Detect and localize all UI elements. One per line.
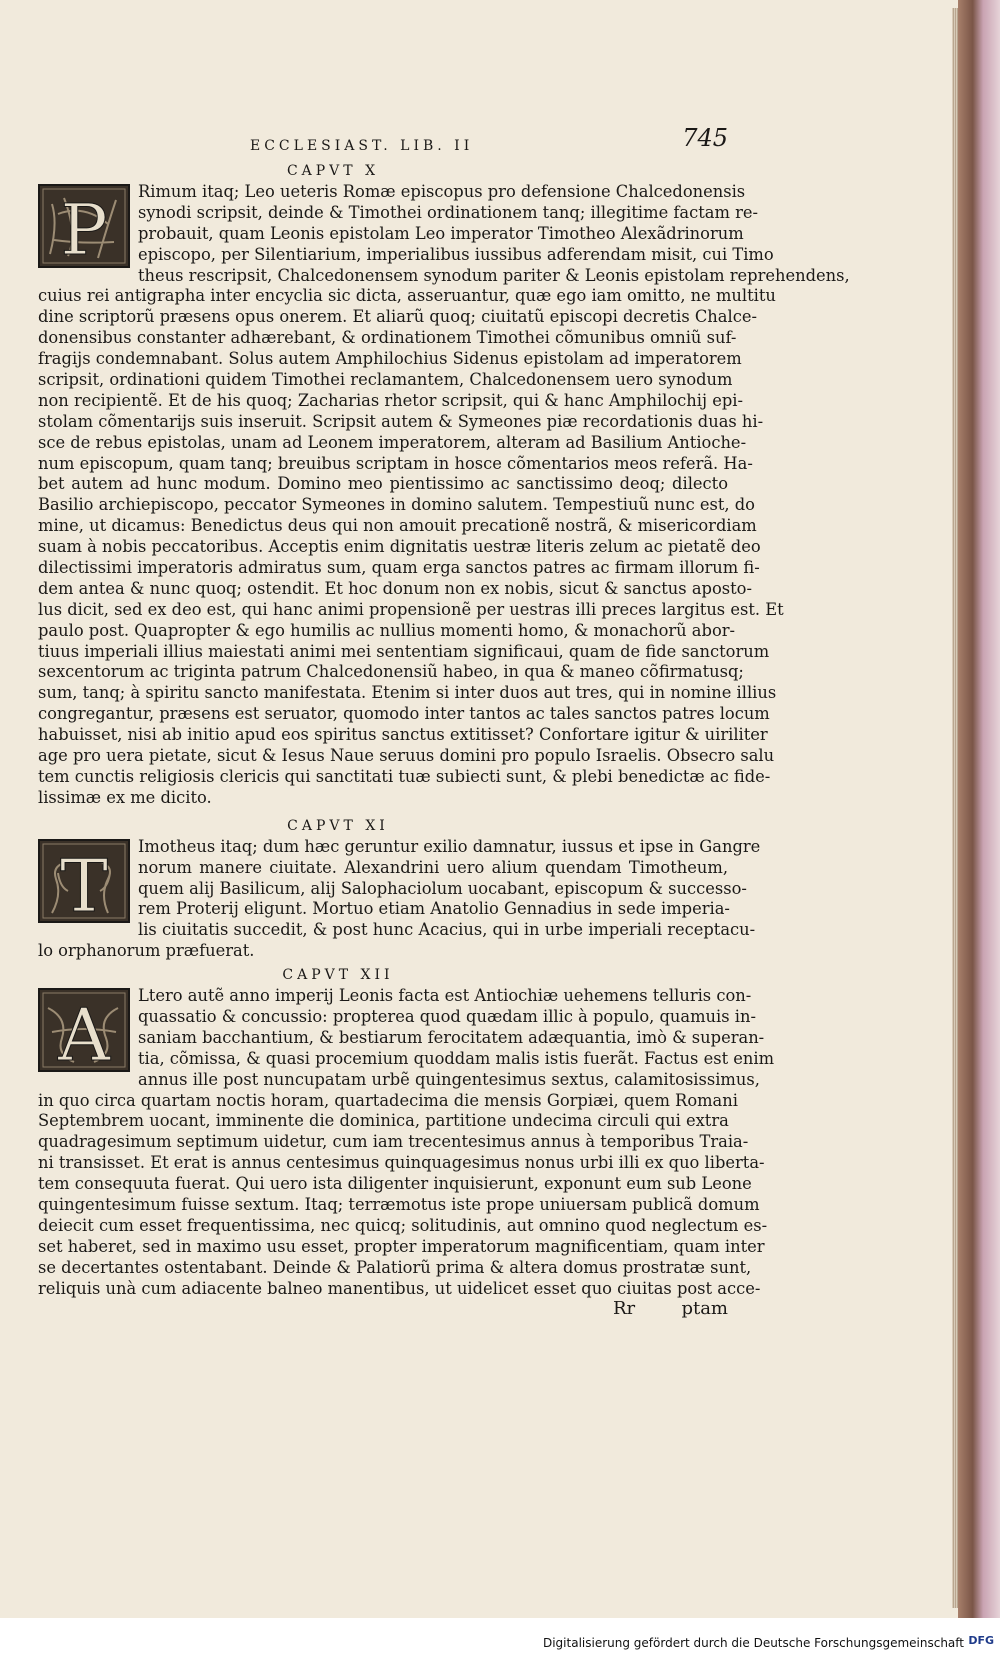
text-line: Basilio archiepiscopo, peccator Symeones in domino salutem. Tempestiuũ nunc est, do [38,495,755,515]
text-line: quingentesimum fuisse sextum. Itaq; terræmotus iste prope uniuersam publicã domum [38,1194,760,1214]
initial-p-icon [38,184,130,268]
text-line: dilectissimi imperatoris admiratus sum, quam erga sanctos patres ac firmam illorum fi- [38,558,760,578]
text-line: fragijs condemnabant. Solus autem Amphilochius Sidenus epistolam ad imperatorem [38,349,742,369]
text-line: quadragesimum septimum uidetur, cum iam trecentesimus annus à temporibus Traia- [38,1132,749,1152]
text-line: lus dicit, sed ex deo est, qui hanc animi propensionẽ per uestras illi preces largitus est. Et [38,599,784,619]
text-line: probauit, quam Leonis epistolam Leo imperator Timotheo Alexãdrinorum [138,223,744,243]
chapter-heading: CAPVT XII [282,967,394,984]
text-line: deiecit cum esset frequentissima, nec quicq; solitudinis, aut omnino quod neglectum es- [38,1215,768,1235]
text-line: se decertantes ostentabant. Deinde & Palatiorũ prima & altera domus prostratæ sunt, [38,1257,752,1277]
text-line: theus rescripsit, Chalcedonensem synodum pariter & Leonis epistolam reprehendens, [138,265,850,285]
text-line: lo orphanorum præfuerat. [38,941,255,961]
text-line: tiuus imperiali illius maiestati animi mei sententiam significaui, quam de fide sanctorum [38,641,770,661]
text-line: synodi scripsit, deinde & Timothei ordinationem tanq; illegitime factam re- [138,202,759,222]
text-line: ni transisset. Et erat is annus centesimus quinquagesimus nonus urbi illi ex quo liberta- [38,1153,765,1173]
text-line: dem antea & nunc quoq; ostendit. Et hoc donum non ex nobis, sicut & sanctus aposto- [38,578,752,598]
text-line: suam à nobis peccatoribus. Acceptis enim dignitatis uestræ literis zelum ac pietatẽ deo [38,537,761,557]
text-line: bet autem ad hunc modum. Domino meo pientissimo ac sanctissimo deoq; dilecto [38,474,728,494]
page-number: 745 [682,124,728,152]
text-line: mine, ut dicamus: Benedictus deus qui non amouit precationẽ nostrã, & misericordiam [38,516,757,536]
text-line: tem consequuta fuerat. Qui uero ista diligenter inquisierunt, exponunt eum sub Leone [38,1174,752,1194]
text-line: episcopo, per Silentiarium, imperialibus iussibus adferendam misit, cui Timo [138,244,774,264]
text-line: sexcentorum ac triginta patrum Chalcedonensiũ habeo, in qua & maneo cõfirmatusq; [38,662,744,682]
text-line: stolam cõmentarijs suis inseruit. Scripsit autem & Symeones piæ recordationis duas hi- [38,411,764,431]
signature-mark: Rr [613,1298,636,1320]
text-block [38,124,850,1321]
text-line: sce de rebus epistolas, unam ad Leonem imperatorem, alteram ad Basilium Antioche- [38,432,747,452]
text-line: norum manere ciuitate. Alexandrini uero alium quendam Timotheum, [138,857,728,877]
text-line: Ltero autẽ anno imperij Leonis facta est Antiochiæ uehemens telluris con- [138,986,752,1006]
text-line: Imotheus itaq; dum hæc geruntur exilio damnatur, iussus et ipse in Gangre [138,836,761,856]
initial-t-icon [38,839,130,923]
text-line: tia, cõmissa, & quasi procemium quoddam malis istis fuerãt. Factus est enim [138,1048,775,1068]
text-line: quassatio & concussio: propterea quod quædam illic à populo, quamuis in- [138,1006,756,1026]
footer-credit: Digitalisierung gefördert durch die Deutsche Forschungsgemeinschaft [542,1636,964,1650]
initial-letter: P [60,189,108,268]
running-head [38,124,728,158]
text-line: annus ille post nuncupatam urbẽ quingentesimus sextus, calamitosissimus, [138,1069,760,1089]
initial-letter: T [59,843,109,923]
chapter-heading: CAPVT XI [287,817,389,834]
text-line: Rimum itaq; Leo ueteris Romæ episcopus pro defensione Chalcedonensis [138,182,746,201]
chapter-xi [38,836,761,962]
text-line: reliquis unà cum adiacente balneo manentibus, ut uidelicet esset quo ciuitas post acce- [38,1278,761,1298]
signature-row [38,1299,728,1321]
running-head-title: ECCLESIAST. LIB. II [250,138,474,154]
chapter-xii [38,986,775,1299]
dfg-logo: DFG [968,1634,994,1647]
text-line: num episcopum, quam tanq; breuibus scriptam in hosce cõmentarios meos referã. Ha- [38,453,753,473]
text-line: non recipientẽ. Et de his quoq; Zacharias rhetor scripsit, qui & hanc Amphilochij epi- [38,390,743,410]
chapter-x [38,182,850,809]
text-line: sum, tanq; à spiritu sancto manifestata. Etenim si inter duos aut tres, qui in nomine illius [38,683,777,703]
catchword: ptam [681,1298,728,1320]
text-line: cuius rei antigrapha inter encyclia sic dicta, asseruantur, quæ ego iam omitto, ne multitu [38,286,776,306]
text-line: paulo post. Quapropter & ego humilis ac nullius momenti homo, & monachorũ abor- [38,620,736,640]
text-line: quem alij Basilicum, alij Salophaciolum uocabant, episcopum & successo- [138,878,747,898]
text-line: tem cunctis religiosis clericis qui sanctitati tuæ subiecti sunt, & plebi benedictæ ac fide- [38,766,771,786]
text-line: congregantur, præsens est seruator, quomodo inter tantos ac tales sanctos patres locum [38,704,770,724]
book-edge [958,0,1000,1618]
text-line: dine scriptorũ præsens opus onerem. Et aliarũ quoq; ciuitatũ episcopi decretis Chalce- [38,307,757,327]
text-line: rem Proterij eligunt. Mortuo etiam Anatolio Gennadius in sede imperia- [138,899,730,919]
text-line: in quo circa quartam noctis horam, quartadecima die mensis Gorpiæi, quem Romani [38,1090,738,1110]
text-line: habuisset, nisi ab initio apud eos spiritus sanctus extitisset? Confortare igitur & uiriliter [38,725,768,745]
text-line: scripsit, ordinationi quidem Timothei reclamantem, Chalcedonensem uero synodum [38,370,733,390]
initial-a-icon [38,988,130,1072]
text-line: age pro uera pietate, sicut & Iesus Naue seruus domini pro populo Israelis. Obsecro salu [38,746,775,766]
text-line: Septembrem uocant, imminente die dominica, partitione undecima circuli qui extra [38,1111,729,1131]
chapter-heading: CAPVT X [286,163,380,179]
text-line: lissimæ ex me dicito. [38,787,212,807]
text-line: saniam bacchantium, & bestiarum ferocitatem adæquantia, imò & superan- [138,1027,765,1047]
text-line: donensibus constanter adhærebant, & ordinationem Timothei cõmunibus omniũ suf- [38,328,737,348]
initial-letter: A [58,993,110,1073]
text-line: lis ciuitatis succedit, & post hunc Acacius, qui in urbe imperiali receptacu- [138,920,756,940]
text-line: set haberet, sed in maximo usu esset, propter imperatorum magnificentiam, quam inter [38,1236,765,1256]
